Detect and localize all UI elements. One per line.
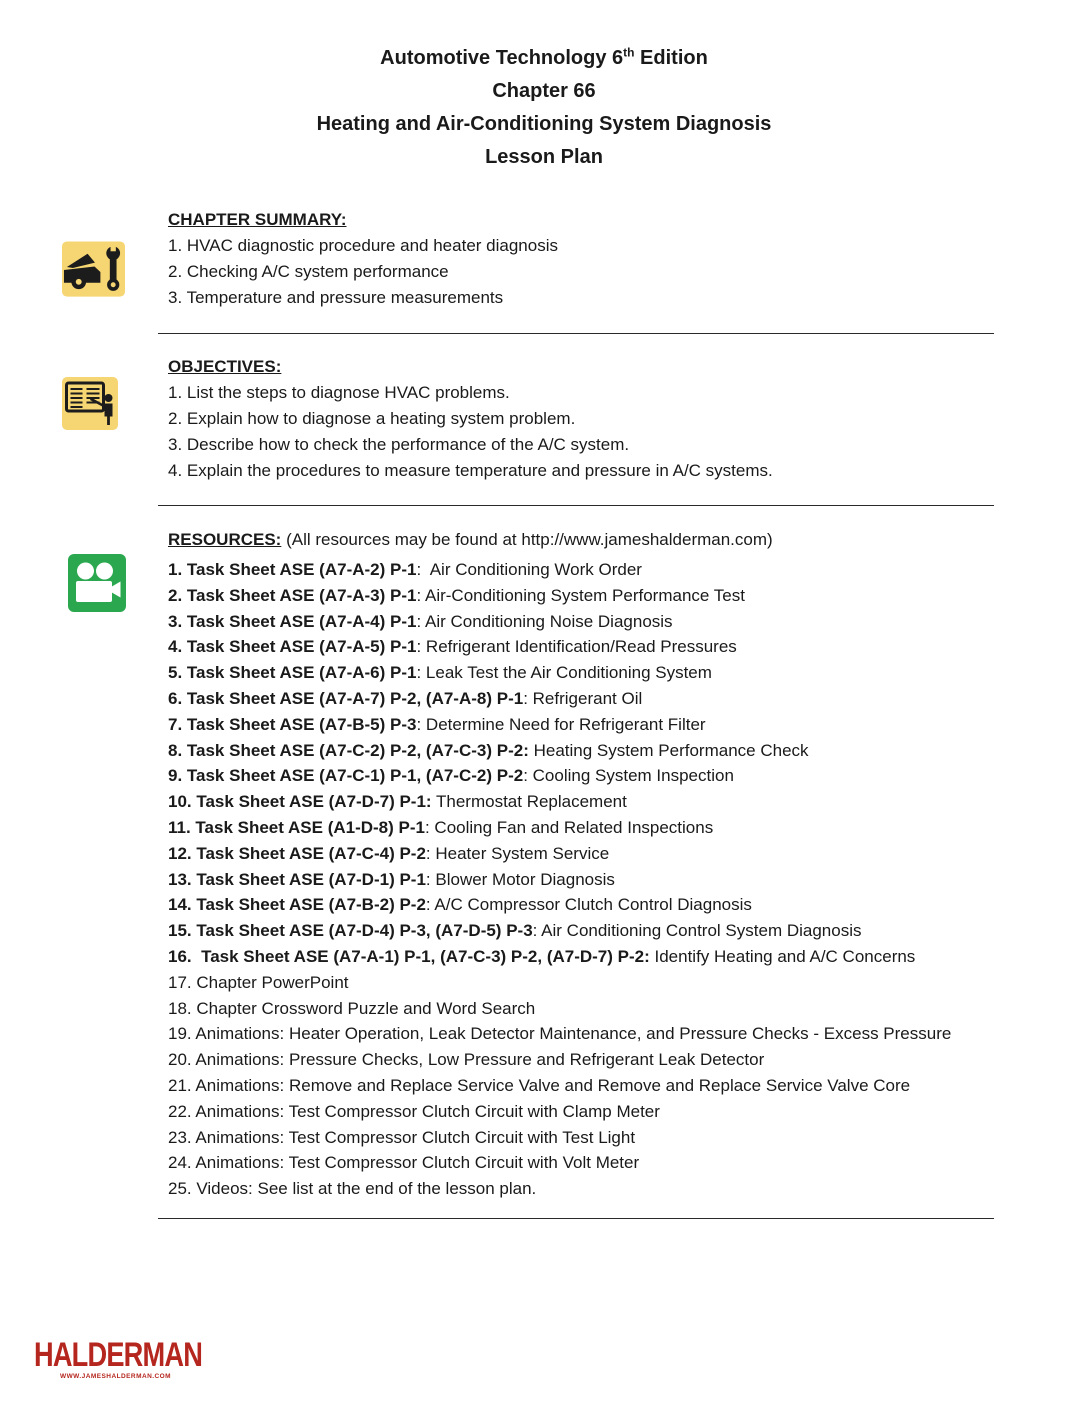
resource-item-description: : Air-Conditioning System Performance Test bbox=[416, 585, 745, 605]
resource-item bbox=[168, 892, 1038, 918]
resource-item-label: 13. Task Sheet ASE (A7-D-1) P-1 bbox=[168, 869, 426, 889]
resource-item-description: : Leak Test the Air Conditioning System bbox=[416, 663, 712, 683]
resource-item bbox=[168, 1150, 1038, 1176]
resource-item bbox=[168, 634, 1038, 660]
resource-item-label: 7. Task Sheet ASE (A7-B-5) P-3 bbox=[168, 714, 417, 734]
resources-heading: RESOURCES: (All resources may be found at http://www.jameshalderman.com) bbox=[168, 530, 773, 549]
resource-item-description: 24. Animations: Test Compressor Clutch Circuit with Volt Meter bbox=[168, 1153, 640, 1173]
resource-item-label: 6. Task Sheet ASE (A7-A-7) P-2, (A7-A-8) P-1 bbox=[168, 688, 524, 708]
resource-item bbox=[168, 1047, 1038, 1073]
section-divider bbox=[158, 333, 994, 334]
title-line-edition: Automotive Technology 6th Edition bbox=[380, 45, 708, 69]
summary-item: 2. Checking A/C system performance bbox=[168, 262, 449, 281]
resource-item bbox=[168, 738, 1038, 764]
title-line-chapter: Chapter 66 bbox=[492, 80, 596, 102]
resource-item bbox=[168, 686, 1038, 712]
resource-item bbox=[168, 970, 1038, 996]
resource-item-label: 3. Task Sheet ASE (A7-A-4) P-1 bbox=[168, 611, 417, 631]
resource-item-description: : Air Conditioning Control System Diagnosis bbox=[532, 921, 862, 941]
resource-item-label: 8. Task Sheet ASE (A7-C-2) P-2, (A7-C-3) P-2: bbox=[168, 740, 529, 760]
presentation-board-icon bbox=[62, 377, 118, 430]
resource-item-label: 14. Task Sheet ASE (A7-B-2) P-2 bbox=[168, 895, 426, 915]
resource-item bbox=[168, 557, 1038, 583]
resource-item-label: 15. Task Sheet ASE (A7-D-4) P-3, (A7-D-5) P-3 bbox=[168, 921, 533, 941]
resource-item bbox=[168, 712, 1038, 738]
resource-item bbox=[168, 1125, 1038, 1151]
resource-item-label: 12. Task Sheet ASE (A7-C-4) P-2 bbox=[168, 843, 426, 863]
chapter-summary-heading: CHAPTER SUMMARY: bbox=[168, 210, 347, 229]
objective-item: 1. List the steps to diagnose HVAC problems. bbox=[168, 383, 510, 402]
resource-item-description: 25. Videos: See list at the end of the lesson plan. bbox=[168, 1179, 537, 1199]
resource-item-label: 2. Task Sheet ASE (A7-A-3) P-1 bbox=[168, 585, 417, 605]
title-line-lesson-plan: Lesson Plan bbox=[485, 146, 603, 168]
resources-section bbox=[168, 527, 1038, 1202]
resource-item bbox=[168, 660, 1038, 686]
resource-item bbox=[168, 944, 1038, 970]
logo-wordmark: HALDERMAN bbox=[34, 1336, 203, 1374]
resource-item bbox=[168, 1176, 1038, 1202]
resource-item-description: 21. Animations: Remove and Replace Service Valve and Remove and Replace Service Valve Core bbox=[168, 1075, 911, 1095]
resource-item bbox=[168, 841, 1038, 867]
resource-item-label: 16. Task Sheet ASE (A7-A-1) P-1, (A7-C-3) P-2, (A7-D-7) P-2: bbox=[168, 946, 650, 966]
resource-item-description: 18. Chapter Crossword Puzzle and Word Search bbox=[168, 998, 536, 1018]
resource-item-label: 9. Task Sheet ASE (A7-C-1) P-1, (A7-C-2) P-2 bbox=[168, 766, 524, 786]
resource-item-description: : Cooling System Inspection bbox=[523, 766, 734, 786]
resource-item-description: 23. Animations: Test Compressor Clutch Circuit with Test Light bbox=[168, 1127, 636, 1147]
resource-item-description: : Air Conditioning Work Order bbox=[416, 560, 642, 579]
resource-item-label: 11. Task Sheet ASE (A1-D-8) P-1 bbox=[168, 817, 425, 837]
summary-item: 1. HVAC diagnostic procedure and heater diagnosis bbox=[168, 236, 558, 255]
resource-item-description: 20. Animations: Pressure Checks, Low Pressure and Refrigerant Leak Detector bbox=[168, 1050, 765, 1070]
superscript-th: th bbox=[623, 45, 635, 60]
objective-item: 4. Explain the procedures to measure temperature and pressure in A/C systems. bbox=[168, 461, 773, 480]
resource-item-description: : Refrigerant Oil bbox=[523, 688, 643, 708]
resource-item-description: : Cooling Fan and Related Inspections bbox=[424, 817, 714, 837]
section-divider bbox=[158, 505, 994, 506]
resource-item bbox=[168, 996, 1038, 1022]
resource-item-description: Identify Heating and A/C Concerns bbox=[649, 946, 916, 966]
resource-item bbox=[168, 867, 1038, 893]
objective-item: 2. Explain how to diagnose a heating system problem. bbox=[168, 409, 576, 428]
summary-item: 3. Temperature and pressure measurements bbox=[168, 288, 504, 307]
resource-item-description: 19. Animations: Heater Operation, Leak Detector Maintenance, and Pressure Checks - Excess Pressure bbox=[168, 1024, 952, 1044]
objective-item: 3. Describe how to check the performance of the A/C system. bbox=[168, 435, 630, 454]
objectives-section bbox=[168, 354, 1038, 484]
halderman-logo bbox=[34, 1336, 203, 1380]
resource-item bbox=[168, 583, 1038, 609]
resource-item-description: : A/C Compressor Clutch Control Diagnosis bbox=[425, 895, 752, 915]
title-line-subject: Heating and Air-Conditioning System Diagnosis bbox=[316, 113, 772, 135]
chapter-summary-section bbox=[168, 207, 1038, 311]
video-camera-icon bbox=[68, 554, 126, 612]
resources-heading-note: (All resources may be found at http://www.jameshalderman.com) bbox=[281, 530, 773, 549]
resource-item-description: Heating System Performance Check bbox=[528, 740, 809, 760]
car-repair-icon bbox=[62, 241, 125, 297]
resource-item bbox=[168, 1021, 1038, 1047]
resource-item-description: : Refrigerant Identification/Read Pressures bbox=[416, 637, 737, 657]
chapter-summary-list bbox=[168, 233, 1038, 311]
resource-item-label: 4. Task Sheet ASE (A7-A-5) P-1 bbox=[168, 637, 417, 657]
objectives-list bbox=[168, 380, 1038, 484]
logo-website: WWW.JAMESHALDERMAN.COM bbox=[60, 1373, 172, 1380]
resource-item bbox=[168, 789, 1038, 815]
resource-item bbox=[168, 763, 1038, 789]
resource-item-label: 10. Task Sheet ASE (A7-D-7) P-1: bbox=[168, 792, 432, 812]
resource-item bbox=[168, 609, 1038, 635]
objectives-heading: OBJECTIVES: bbox=[168, 357, 282, 376]
section-divider bbox=[158, 1218, 994, 1219]
resource-item-label: 5. Task Sheet ASE (A7-A-6) P-1 bbox=[168, 663, 417, 683]
resource-item-description: Thermostat Replacement bbox=[431, 792, 627, 812]
resource-item bbox=[168, 918, 1038, 944]
resources-list bbox=[168, 557, 1038, 1202]
resource-item-description: : Heater System Service bbox=[425, 843, 610, 863]
resource-item-description: : Determine Need for Refrigerant Filter bbox=[416, 714, 706, 734]
resource-item bbox=[168, 1073, 1038, 1099]
resource-item-description: : Blower Motor Diagnosis bbox=[425, 869, 615, 889]
resource-item-description: 17. Chapter PowerPoint bbox=[168, 972, 349, 992]
document-title bbox=[0, 42, 1088, 174]
resource-item-label: 1. Task Sheet ASE (A7-A-2) P-1 bbox=[168, 560, 417, 579]
resource-item-description: 22. Animations: Test Compressor Clutch Circuit with Clamp Meter bbox=[168, 1101, 660, 1121]
resource-item-description: : Air Conditioning Noise Diagnosis bbox=[416, 611, 673, 631]
resource-item bbox=[168, 815, 1038, 841]
resource-item bbox=[168, 1099, 1038, 1125]
